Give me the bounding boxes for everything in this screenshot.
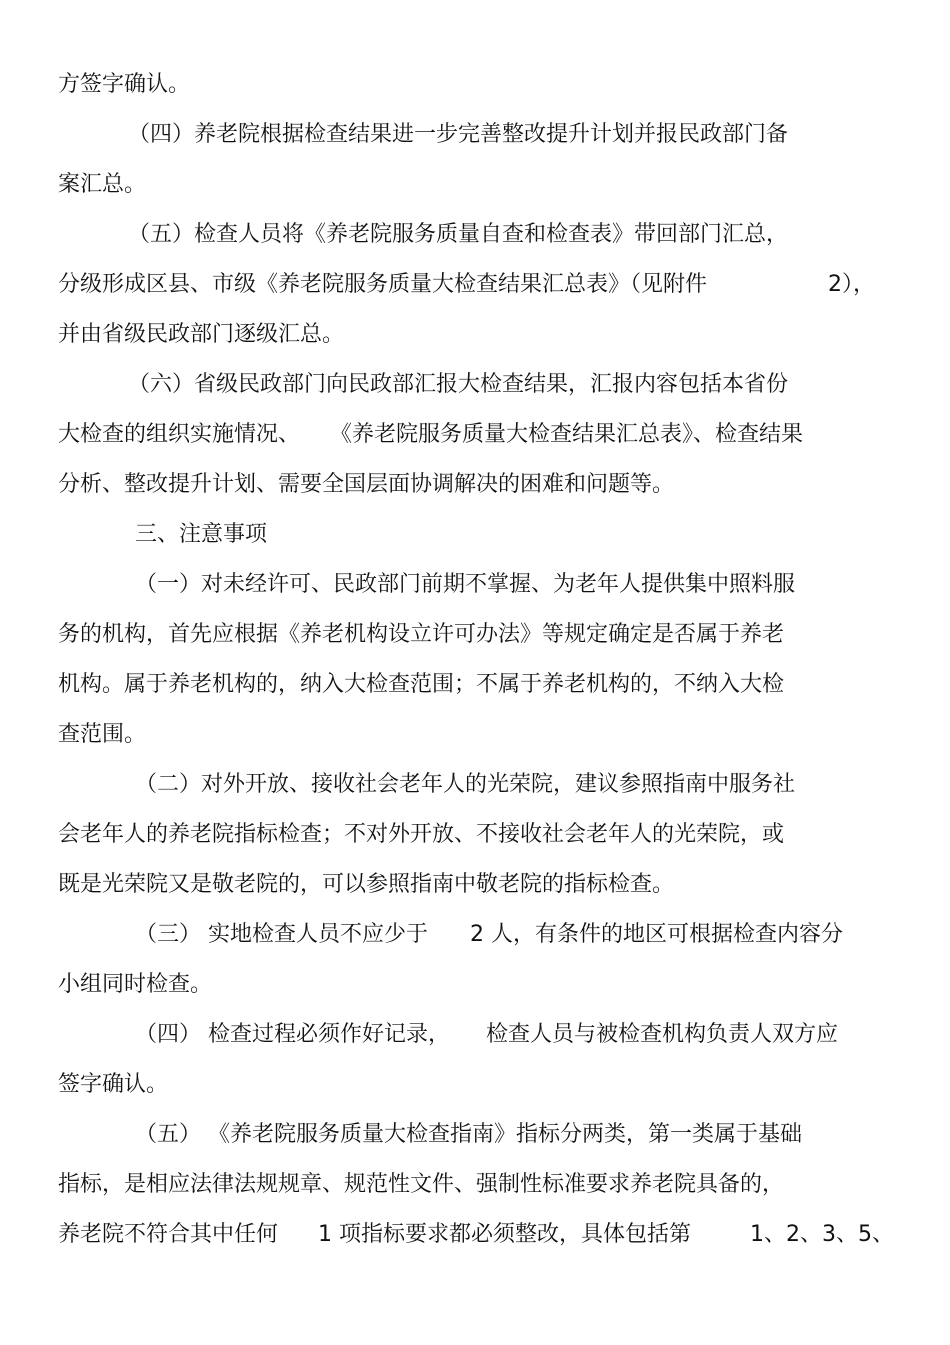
text-line xyxy=(0,418,950,452)
text-segment: 2 人，有条件的地区可根据检查内容分 xyxy=(470,922,843,947)
text-segment: 签字确认。 xyxy=(58,1072,169,1097)
text-segment: （六）省级民政部门向民政部汇报大检查结果，汇报内容包括本省份 xyxy=(128,372,789,397)
text-line xyxy=(0,168,950,202)
text-segment: 小组同时检查。 xyxy=(58,972,213,997)
text-line xyxy=(0,818,950,852)
text-line xyxy=(0,968,950,1002)
section-heading xyxy=(0,518,950,552)
text-line xyxy=(0,1218,950,1252)
text-line xyxy=(0,868,950,902)
text-segment: 会老年人的养老院指标检查；不对外开放、不接收社会老年人的光荣院，或 xyxy=(58,822,785,847)
text-segment: 并由省级民政部门逐级汇总。 xyxy=(58,322,345,347)
text-segment: 三、注意事项 xyxy=(135,522,268,547)
text-segment: 检查人员与被检查机构负责人双方应 xyxy=(486,1022,839,1047)
text-line xyxy=(0,918,950,952)
text-segment: 案汇总。 xyxy=(58,172,147,197)
text-segment: 既是光荣院又是敬老院的，可以参照指南中敬老院的指标检查。 xyxy=(58,872,675,897)
text-segment: （四） 检查过程必须作好记录， xyxy=(135,1022,450,1047)
text-line xyxy=(0,1168,950,1202)
text-segment: 分析、整改提升计划、需要全国层面协调解决的困难和问题等。 xyxy=(58,472,675,497)
text-segment: （三） 实地检查人员不应少于 xyxy=(135,922,428,947)
text-line xyxy=(0,68,950,102)
text-segment: （五） 《养老院服务质量大检查指南》指标分两类，第一类属于基础 xyxy=(135,1122,802,1147)
text-line xyxy=(0,1118,950,1152)
text-line xyxy=(0,268,950,302)
text-segment: 2）， xyxy=(828,272,875,297)
text-segment: 分级形成区县、市级《养老院服务质量大检查结果汇总表》（见附件 xyxy=(58,272,708,297)
text-line xyxy=(0,668,950,702)
text-line xyxy=(0,718,950,752)
text-line xyxy=(0,118,950,152)
text-line xyxy=(0,318,950,352)
text-line xyxy=(0,1018,950,1052)
text-segment: 指标，是相应法律法规规章、规范性文件、强制性标准要求养老院具备的， xyxy=(58,1172,785,1197)
text-segment: 1、2、3、5、 xyxy=(750,1222,894,1247)
text-line xyxy=(0,468,950,502)
text-segment: （一）对未经许可、民政部门前期不掌握、为老年人提供集中照料服 xyxy=(135,572,796,597)
text-line xyxy=(0,768,950,802)
text-segment: 大检查的组织实施情况、 xyxy=(58,422,301,447)
text-segment: 务的机构，首先应根据《养老机构设立许可办法》等规定确定是否属于养老 xyxy=(58,622,785,647)
text-line xyxy=(0,618,950,652)
text-segment: （二）对外开放、接收社会老年人的光荣院，建议参照指南中服务社 xyxy=(135,772,796,797)
text-segment: （四）养老院根据检查结果进一步完善整改提升计划并报民政部门备 xyxy=(128,122,789,147)
text-segment: 机构。属于养老机构的，纳入大检查范围；不属于养老机构的，不纳入大检 xyxy=(58,672,785,697)
text-line xyxy=(0,218,950,252)
text-line xyxy=(0,368,950,402)
text-segment: 方签字确认。 xyxy=(58,72,191,97)
text-segment: 养老院不符合其中任何 xyxy=(58,1222,279,1247)
text-line xyxy=(0,568,950,602)
text-line xyxy=(0,1068,950,1102)
text-segment: 《养老院服务质量大检查结果汇总表》、检查结果 xyxy=(330,422,804,447)
text-segment: 1 项指标要求都必须整改，具体包括第 xyxy=(318,1222,691,1247)
text-segment: 查范围。 xyxy=(58,722,147,747)
text-segment: （五）检查人员将《养老院服务质量自查和检查表》带回部门汇总， xyxy=(128,222,789,247)
